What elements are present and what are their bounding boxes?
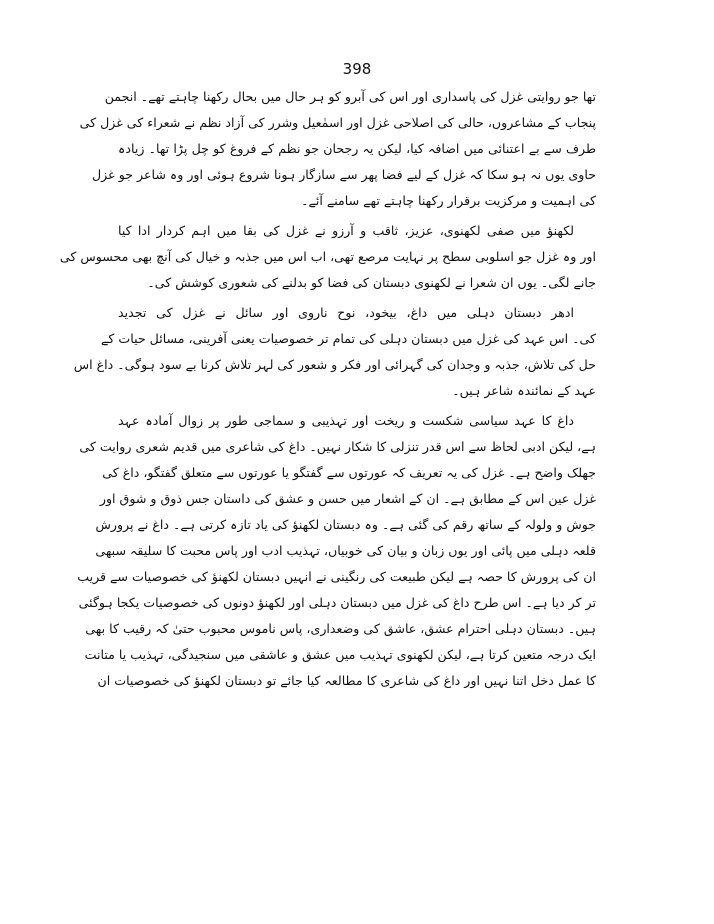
text-line: داغ کا عہد سیاسی شکست و ریخت اور تہذیبی و سماجی طور پر زوال آمادہ عہد [118, 413, 574, 428]
text-line: عہد کے نمائندہ شاعر ہیں۔ [452, 383, 596, 398]
text-line: ایک درجہ متعین کرتا ہے، لیکن لکھنوی تہذیب میں عشق و عاشقی میں سنجیدگی، تہذیب یا متانت [84, 647, 596, 662]
text-line: حاوی یوں نہ ہو سکا کہ غزل کے لیے فضا پھر سے سازگار ہونا شروع ہوئی اور وہ شاعر جو غزل [92, 167, 596, 182]
paragraph-3 [73, 300, 596, 404]
text-line: غزل عین اس کے مطابق ہے۔ ان کے اشعار میں حسن و عشق کی داستان جس ذوق و شوق اور [99, 491, 596, 506]
text-line: لکھنؤ میں صفی لکھنوی، عزیز، ثاقب و آرزو نے غزل کی بقا میں اہم کردار ادا کیا [118, 223, 574, 238]
text-line: حل کی تلاش، جذبہ و وجدان کی گہرائی اور فکر و شعور کی لہر تلاش کرنا بے سود ہوگی۔ داغ اس [73, 357, 596, 372]
text-line: کی اہمیت و مرکزیت برقرار رکھنا چاہتے تھے سامنے آئے۔ [301, 193, 596, 208]
text-line: ہیں۔ دبستان دہلی احترام عشق، عاشق کی وضعداری، پاس ناموس محبوب حتیٰ کہ رقیب کا بھی [85, 621, 596, 636]
text-line: اور وہ غزل جو اسلوبی سطح پر نہایت مرصع تھی، اب اس میں جذبہ و خیال کی آنچ بھی محسوس کی [59, 249, 596, 264]
text-line: ہے، لیکن ادبی لحاظ سے اس قدر تنزلی کا شکار نہیں۔ داغ کی شاعری میں قدیم شعری روایت کی [79, 439, 596, 454]
text-line: تر کر دیا ہے۔ اس طرح داغ کی غزل میں دبستان دہلی اور لکھنؤ دونوں کی خصوصیات یکجا ہوگئی [78, 595, 596, 610]
paragraph-2 [59, 218, 596, 296]
text-line: کا عمل دخل اتنا نہیں اور داغ کی شاعری کا مطالعہ کیا جائے تو دبستان لکھنؤ کی خصوصیات ان [97, 673, 596, 688]
page-number: 398 [342, 60, 372, 78]
text-line: ادھر دبستان دہلی میں داغ، بیخود، نوح ناروی اور سائل نے غزل کی تجدید [118, 305, 574, 320]
body-text [59, 84, 596, 698]
text-line: تھا جو روایتی غزل کی پاسداری اور اس کی آبرو کو ہر حال میں بحال رکھنا چاہتے تھے۔ انجمن [104, 89, 596, 104]
text-line: جانے لگی۔ یوں ان شعرا نے لکھنوی دبستان کی فضا کو بدلنے کی شعوری کوشش کی۔ [147, 275, 596, 290]
text-line: ان کی پرورش کا حصہ ہے لیکن طبیعت کی رنگینی نے انہیں دبستان لکھنؤ کی خصوصیات سے قریب [77, 569, 596, 584]
paragraph-1 [79, 84, 596, 214]
text-line: کی۔ اس عہد کی غزل میں دبستان دہلی کی تمام تر خصوصیات یعنی آفرینی، مسائل حیات کے [101, 331, 596, 346]
text-line: قلعہ دہلی میں پائی اور یوں زبان و بیان کی خوبیاں، تہذیب ادب اور پاس محبت کا سلیقہ سبھی [95, 543, 596, 558]
paragraph-4 [77, 408, 596, 694]
text-line: جوش و ولولہ کے ساتھ رقم کی گئی ہے۔ وہ دبستان لکھنؤ کی یاد تازہ کرتی ہے۔ داغ نے پرورش [95, 517, 596, 532]
text-line: پنجاب کے مشاعروں، حالی کی اصلاحی غزل اور اسمٰعیل وشرر کی آزاد نظم نے شعراء کی غزل کی [79, 115, 596, 130]
text-line: طرف سے بے اعتنائی میں اضافہ کیا، لیکن یہ رجحان جو نظم کے فروغ کو چل پڑا تھا۔ زیادہ [118, 141, 596, 156]
text-line: جھلک واضح ہے۔ غزل کی یہ تعریف کہ عورتوں سے گفتگو یا عورتوں سے متعلق گفتگو، داغ کی [102, 465, 596, 480]
